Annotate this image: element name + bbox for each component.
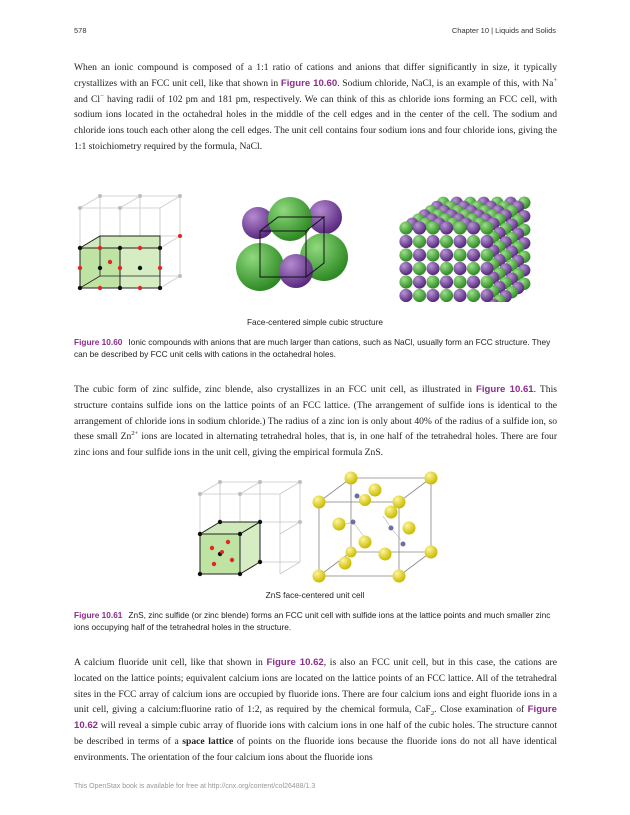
- sodium-ion: [467, 221, 480, 234]
- page-number: 578: [74, 26, 87, 35]
- chloride-ion: [440, 235, 453, 248]
- chloride-ion: [467, 235, 480, 248]
- zns-unit-cell-spheres: [305, 468, 440, 583]
- figure-link-10-62[interactable]: Figure 10.62: [266, 657, 324, 668]
- chloride-ion: [413, 262, 426, 275]
- paragraph-nacl: When an ionic compound is composed of a 1:1 ratio of cations and anions that differ significantly in size, it typically crystallizes with an FCC unit cell, like that shown in Figure 10.60. Sodium chloride, NaCl, is an example of this, with Na+ and Cl− having radii of 102 pm and 181 pm, respectively. We can think of this as chloride ions forming an FCC cell, with sodium ions located in the octahedral holes in the middle of the cell edges and in the center of the cell. The sodium and chloride ions touch each other along the cell edges. The unit cell contains four sodium ions and four chloride ions, giving the 1:1 stoichiometry required by the formula, NaCl.: [74, 62, 557, 152]
- figure-10-60-label: Face-centered simple cubic structure: [246, 317, 384, 327]
- nacl-unit-cell-spheres: [228, 195, 358, 295]
- sodium-ion: [413, 248, 426, 261]
- figure-link-10-61[interactable]: Figure 10.61: [476, 384, 534, 395]
- sodium-ion: [399, 235, 412, 248]
- sodium-ion: [440, 221, 453, 234]
- page-footer: This OpenStax book is available for free at http://cnx.org/content/col26488/1.3: [74, 783, 316, 790]
- sodium-ion: [440, 248, 453, 261]
- figure-link-10-62-second[interactable]: Figure 10.62: [74, 704, 557, 732]
- sodium-ion: [426, 262, 439, 275]
- sodium-ion: [453, 235, 466, 248]
- chloride-ion: [467, 262, 480, 275]
- paragraph-zns: The cubic form of zinc sulfide, zinc blende, also crystallizes in an FCC unit cell, as illustrated in Figure 10.61. This structure contains sulfide ions on the lattice points of an FCC lattice. (The arrangement of sulfide ions is identical to the arrangement of chloride ions in sodium chloride.) The radius of a zinc ion is only about 40% of the radius of a sulfide ion, so these small $Zn^{2+}$ ions are located in alternating tetrahedral holes, that is, in one half of the tetrahedral holes. There are four zinc ions and four sulfide ions in the unit cell, giving the empirical formula ZnS.: [74, 384, 558, 459]
- chloride-ion: [399, 221, 412, 234]
- chloride-ion: [426, 275, 439, 288]
- nacl-crystal-cube: [398, 182, 558, 302]
- chloride-ion: [480, 248, 493, 261]
- figure-10-61-label: ZnS face-centered unit cell: [265, 590, 365, 600]
- sodium-ion: [467, 275, 480, 288]
- chloride-ion: [426, 221, 439, 234]
- paragraph-caf2: A calcium fluoride unit cell, like that shown in Figure 10.62, is also an FCC unit cell, but in this case, the cations are located on the lattice points; equivalent calcium ions are located on the lattice points of an FCC lattice. All of the tetrahedral sites in the FCC array of calcium ions are occupied by fluoride ions. There are four calcium ions and eight fluoride ions in a unit cell, giving a calcium:fluorine ratio of 1:2, as required by the chemical formula, CaF$_2$. Close examination of Figure 10.62 will reveal a simple cubic array of fluoride ions with calcium ions in one half of the cubic holes. The structure cannot be described in terms of a space lattice of points on the fluoride ions because the fluoride ions do not all have identical environments. The orientation of the four calcium ions about the fluoride ions: [74, 657, 558, 763]
- chloride-ion: [413, 235, 426, 248]
- chloride-ion: [399, 248, 412, 261]
- chapter-title: Chapter 10 | Liquids and Solids: [451, 26, 556, 35]
- sodium-ion: [413, 275, 426, 288]
- chloride-ion: [426, 248, 439, 261]
- sodium-ion: [480, 262, 493, 275]
- sodium-ion: [426, 289, 439, 302]
- figure-number: Figure 10.61: [74, 610, 123, 620]
- chloride-ion: [480, 221, 493, 234]
- chloride-ion: [440, 262, 453, 275]
- sodium-ion: [480, 235, 493, 248]
- figure-number: Figure 10.60: [74, 337, 123, 347]
- chloride-ion: [413, 289, 426, 302]
- sodium-ion: [453, 289, 466, 302]
- chloride-ion: [453, 221, 466, 234]
- chloride-ion: [467, 289, 480, 302]
- sodium-ion: [399, 262, 412, 275]
- sodium-ion: [399, 289, 412, 302]
- sodium-ion: [426, 235, 439, 248]
- sodium-ion: [480, 289, 493, 302]
- chloride-ion: [453, 275, 466, 288]
- sodium-ion: [440, 275, 453, 288]
- chloride-ion: [399, 275, 412, 288]
- nacl-lattice-diagram: [70, 188, 190, 303]
- page-header: [74, 26, 556, 40]
- sodium-ion: [413, 221, 426, 234]
- sodium-ion: [453, 262, 466, 275]
- figure-10-61-caption: Figure 10.61 ZnS, zinc sulfide (or zinc blende) forms an FCC unit cell with sulfide ions at the lattice points and much smaller zinc ions occupying half of the tetrahedral holes in the structure.: [74, 610, 551, 633]
- figure-link-10-60[interactable]: Figure 10.60: [280, 77, 338, 89]
- chloride-ion: [480, 275, 493, 288]
- chloride-ion: [453, 248, 466, 261]
- zns-lattice-diagram: [190, 478, 310, 578]
- chloride-ion: [440, 289, 453, 302]
- figure-10-60-caption: Figure 10.60 Ionic compounds with anions that are much larger than cations, such as NaCl, usually form an FCC structure. They can be described by FCC unit cells with cations in the octahedral holes.: [74, 337, 551, 360]
- sodium-ion: [467, 248, 480, 261]
